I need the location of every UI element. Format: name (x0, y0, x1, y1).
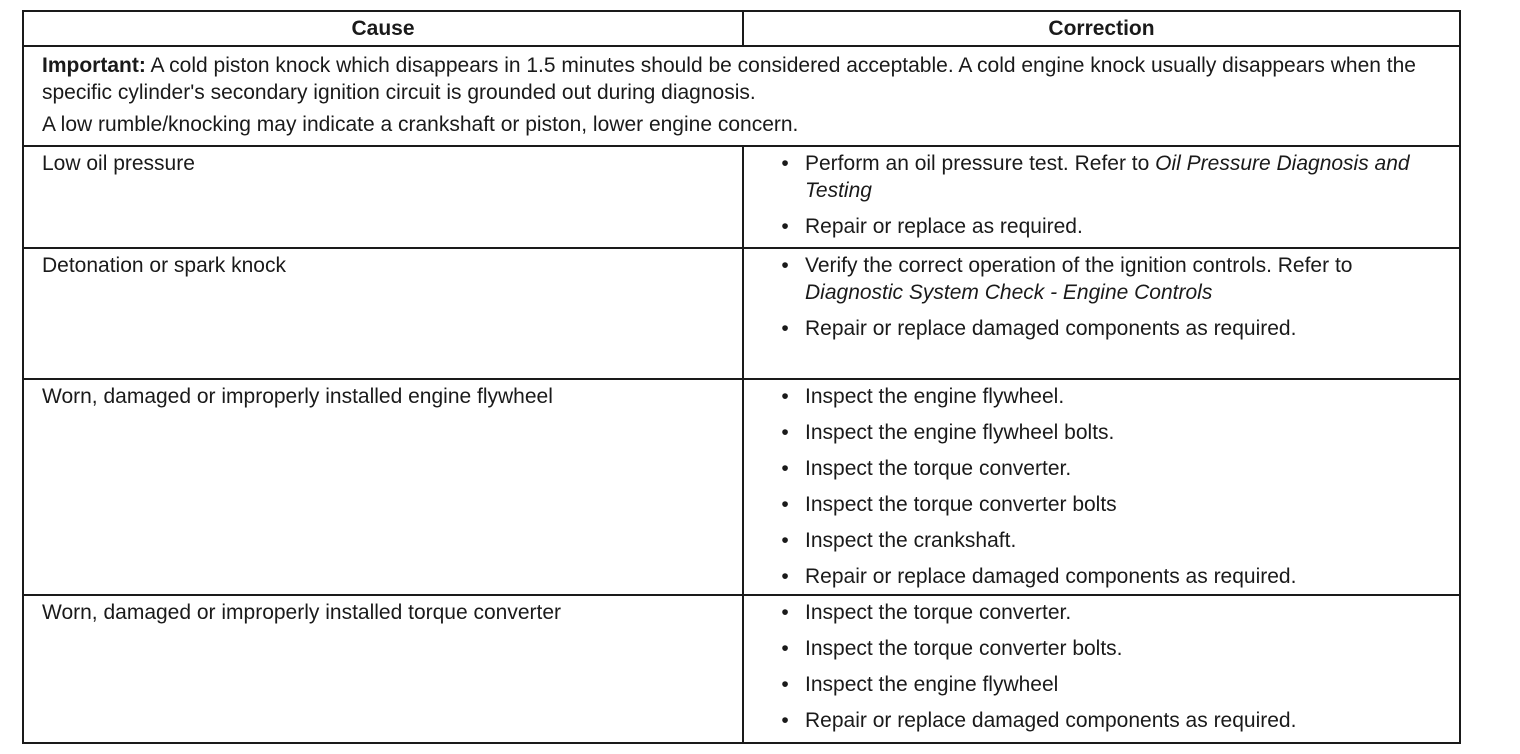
cause-cell: Detonation or spark knock (23, 248, 743, 379)
correction-cell (743, 379, 1460, 595)
diagnosis-table (22, 10, 1461, 744)
correction-text: Inspect the engine flywheel bolts. (805, 421, 1115, 444)
bullet-icon: • (781, 601, 789, 624)
correction-item (778, 150, 1443, 204)
correction-text: Inspect the torque converter bolts (805, 493, 1117, 516)
correction-text: Repair or replace damaged components as required. (805, 317, 1297, 340)
correction-item (778, 491, 1443, 518)
correction-item (778, 315, 1443, 342)
correction-text: Perform an oil pressure test. Refer to (805, 152, 1156, 175)
correction-text: Inspect the torque converter. (805, 601, 1072, 624)
correction-text: Repair or replace as required. (805, 215, 1083, 238)
correction-text: Inspect the engine flywheel (805, 673, 1059, 696)
correction-text: Repair or replace damaged components as required. (805, 565, 1297, 588)
correction-list (778, 252, 1443, 342)
important-note (23, 46, 1460, 146)
bullet-icon: • (781, 493, 789, 516)
bullet-icon: • (781, 385, 789, 408)
correction-item (778, 635, 1443, 662)
bullet-icon: • (781, 317, 789, 340)
cause-cell: Worn, damaged or improperly installed torque converter (23, 595, 743, 743)
header-row (23, 11, 1460, 46)
correction-item (778, 419, 1443, 446)
correction-text: Inspect the crankshaft. (805, 529, 1017, 552)
correction-cell (743, 248, 1460, 379)
bullet-icon: • (781, 637, 789, 660)
correction-cell (743, 595, 1460, 743)
correction-item (778, 527, 1443, 554)
correction-item (778, 707, 1443, 734)
note-label: Important: (42, 54, 146, 77)
correction-item (778, 213, 1443, 240)
correction-list (778, 599, 1443, 734)
bullet-icon: • (781, 529, 789, 552)
table-row (23, 146, 1460, 248)
reference-text: Oil Pressure Diagnosis and Testing (805, 152, 1410, 202)
correction-item (778, 383, 1443, 410)
cause-cell: Worn, damaged or improperly installed engine flywheel (23, 379, 743, 595)
bullet-icon: • (781, 565, 789, 588)
bullet-icon: • (781, 215, 789, 238)
correction-item (778, 599, 1443, 626)
bullet-icon: • (781, 152, 789, 175)
correction-list (778, 150, 1443, 240)
cause-column-header: Cause (23, 11, 743, 46)
note-paragraph-2: A low rumble/knocking may indicate a crankshaft or piston, lower engine concern. (42, 113, 799, 136)
important-note-row (23, 46, 1460, 146)
correction-column-header: Correction (743, 11, 1460, 46)
correction-text: Verify the correct operation of the ignition controls. Refer to (805, 254, 1353, 277)
correction-item (778, 455, 1443, 482)
bullet-icon: • (781, 709, 789, 732)
table-row (23, 248, 1460, 379)
correction-text: Inspect the torque converter bolts. (805, 637, 1123, 660)
correction-item (778, 671, 1443, 698)
bullet-icon: • (781, 254, 789, 277)
table-row (23, 379, 1460, 595)
correction-item (778, 252, 1443, 306)
correction-list (778, 383, 1443, 590)
correction-item (778, 563, 1443, 590)
correction-text: Inspect the engine flywheel. (805, 385, 1065, 408)
correction-text: Repair or replace damaged components as required. (805, 709, 1297, 732)
correction-cell (743, 146, 1460, 248)
correction-text: Inspect the torque converter. (805, 457, 1072, 480)
table-row (23, 595, 1460, 743)
cause-cell: Low oil pressure (23, 146, 743, 248)
note-text-1: A cold piston knock which disappears in 1.5 minutes should be considered acceptable. A cold engine knock usually disappears when the specific cylinder's secondary ignition circuit is grounded out during diagnosis. (42, 54, 1416, 104)
note-paragraph-1 (42, 52, 1441, 106)
reference-text: Diagnostic System Check - Engine Controls (805, 281, 1213, 304)
bullet-icon: • (781, 457, 789, 480)
bullet-icon: • (781, 421, 789, 444)
bullet-icon: • (781, 673, 789, 696)
